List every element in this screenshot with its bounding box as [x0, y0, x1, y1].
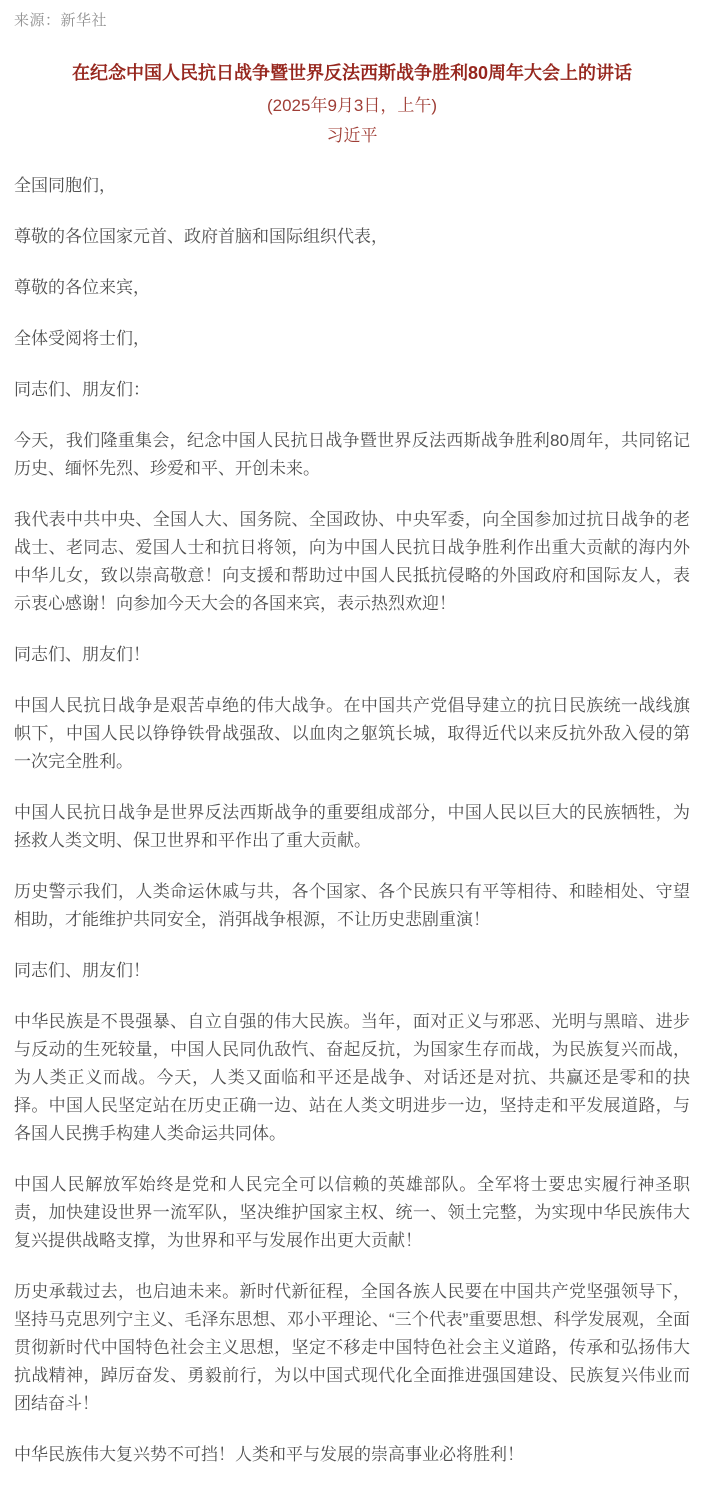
speech-paragraph: 今天，我们隆重集会，纪念中国人民抗日战争暨世界反法西斯战争胜利80周年，共同铭记历史、缅怀先烈、珍爱和平、开创未来。 — [14, 431, 690, 478]
speech-paragraph: 中华民族是不畏强暴、自立自强的伟大民族。当年，面对正义与邪恶、光明与黑暗、进步与反动的生死较量，中国人民同仇敌忾、奋起反抗，为国家生存而战，为民族复兴而战，为人类正义而战。今天，人类又面临和平还是战争、对话还是对抗、共赢还是零和的抉择。中国人民坚定站在历史正确一边、站在人类文明进步一边，坚持走和平发展道路，与各国人民携手构建人类命运共同体。 — [14, 1012, 690, 1143]
speech-paragraph: 同志们、朋友们： — [14, 380, 150, 399]
speech-paragraph: 全体受阅将士们， — [14, 329, 150, 348]
article-header — [14, 60, 690, 148]
speech-paragraph: 尊敬的各位国家元首、政府首脑和国际组织代表， — [14, 227, 388, 246]
speech-paragraph: 我代表中共中央、全国人大、国务院、全国政协、中央军委，向全国参加过抗日战争的老战士、老同志、爱国人士和抗日将领，向为中国人民抗日战争胜利作出重大贡献的海内外中华儿女，致以崇高敬意！向支援和帮助过中国人民抵抗侵略的外国政府和国际友人，表示衷心感谢！向参加今天大会的各国来宾，表示热烈欢迎！ — [14, 510, 690, 613]
speech-content — [14, 172, 690, 1469]
speech-paragraph: 中国人民抗日战争是艰苦卓绝的伟大战争。在中国共产党倡导建立的抗日民族统一战线旗帜下，中国人民以铮铮铁骨战强敌、以血肉之躯筑长城，取得近代以来反抗外敌入侵的第一次完全胜利。 — [14, 696, 690, 771]
speech-paragraph: 尊敬的各位来宾， — [14, 278, 150, 297]
source-label: 来源：新华社 — [14, 12, 108, 29]
speech-paragraph: 中国人民抗日战争是世界反法西斯战争的重要组成部分，中国人民以巨大的民族牺牲，为拯救人类文明、保卫世界和平作出了重大贡献。 — [14, 803, 690, 850]
speech-paragraph: 同志们、朋友们！ — [14, 645, 150, 664]
article-date: (2025年9月3日，上午) — [266, 96, 438, 115]
speech-paragraph: 历史承载过去，也启迪未来。新时代新征程，全国各族人民要在中国共产党坚强领导下，坚持马克思列宁主义、毛泽东思想、邓小平理论、“三个代表”重要思想、科学发展观，全面贯彻新时代中国特色社会主义思想，坚定不移走中国特色社会主义道路，传承和弘扬伟大抗战精神，踔厉奋发、勇毅前行，为以中国式现代化全面推进强国建设、民族复兴伟业而团结奋斗！ — [14, 1282, 690, 1413]
speech-paragraph: 同志们、朋友们！ — [14, 961, 150, 980]
article-title: 在纪念中国人民抗日战争暨世界反法西斯战争胜利80周年大会上的讲话 — [71, 63, 633, 83]
speech-paragraph: 历史警示我们，人类命运休戚与共，各个国家、各个民族只有平等相待、和睦相处、守望相助，才能维护共同安全，消弭战争根源，不让历史悲剧重演！ — [14, 882, 690, 929]
speech-paragraph: 中华民族伟大复兴势不可挡！人类和平与发展的崇高事业必将胜利！ — [14, 1445, 524, 1464]
speech-paragraph: 中国人民解放军始终是党和人民完全可以信赖的英雄部队。全军将士要忠实履行神圣职责，加快建设世界一流军队，坚决维护国家主权、统一、领土完整，为实现中华民族伟大复兴提供战略支撑，为世界和平与发展作出更大贡献！ — [14, 1175, 690, 1250]
speech-paragraph: 全国同胞们， — [14, 176, 116, 195]
article-author: 习近平 — [326, 126, 378, 145]
